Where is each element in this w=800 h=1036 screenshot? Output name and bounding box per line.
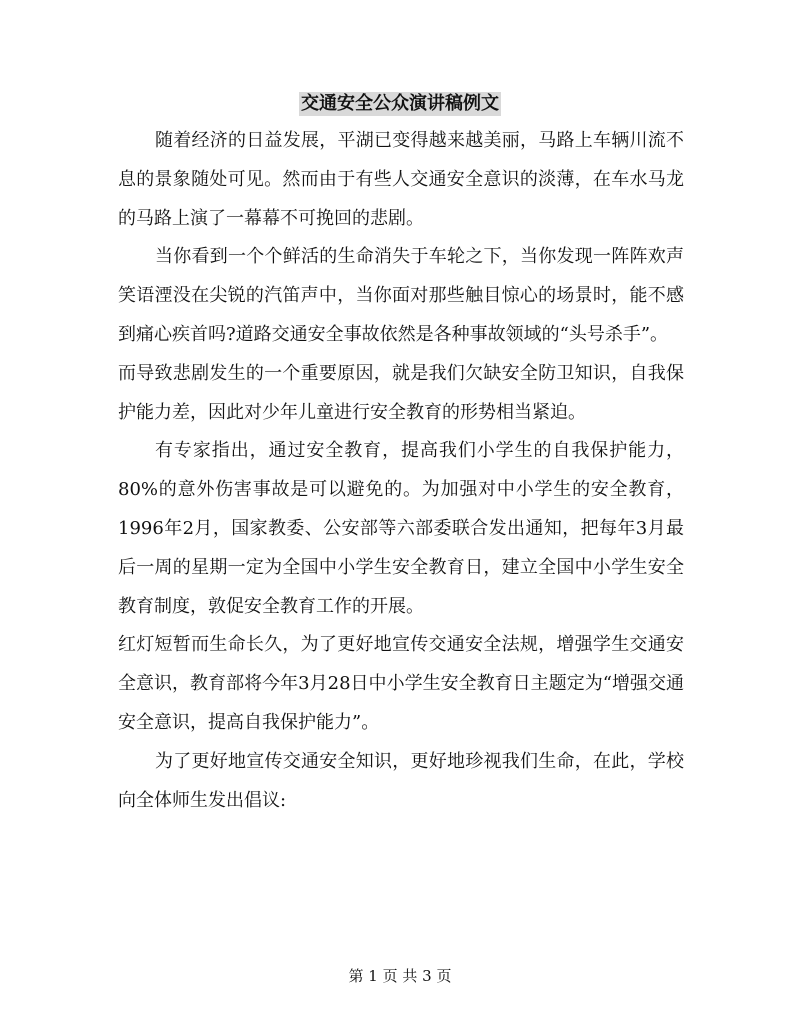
paragraph-4: 有专家指出，通过安全教育，提高我们小学生的自我保护能力，80%的意外伤害事故是可以避免的。为加强对中小学生的安全教育，1996年2月，国家教委、公安部等六部委联合发出通知，把每年3月最后一周的星期一定为全国中小学生安全教育日，建立全国中小学生安全教育制度，敦促安全教育工作的开展。 — [118, 440, 684, 617]
document-body — [118, 122, 684, 820]
page-title: 交通安全公众演讲稿例文 — [301, 93, 499, 114]
page-number-label: 第 1 页 共 3 页 — [348, 967, 452, 985]
paragraph-3: 而导致悲剧发生的一个重要原因，就是我们欠缺安全防卫知识，自我保护能力差，因此对少年儿童进行安全教育的形势相当紧迫。 — [118, 362, 684, 423]
title-container — [0, 92, 800, 116]
paragraph-6: 为了更好地宣传交通安全知识，更好地珍视我们生命，在此，学校向全体师生发出倡议: — [118, 750, 684, 811]
page-footer — [0, 966, 800, 986]
paragraph-2: 当你看到一个个鲜活的生命消失于车轮之下，当你发现一阵阵欢声笑语湮没在尖锐的汽笛声中，当你面对那些触目惊心的场景时，能不感到痛心疾首吗?道路交通安全事故依然是各种事故领域的“头号杀手”。 — [118, 246, 684, 345]
paragraph-1: 随着经济的日益发展，平湖已变得越来越美丽，马路上车辆川流不息的景象随处可见。然而由于有些人交通安全意识的淡薄，在车水马龙的马路上演了一幕幕不可挽回的悲剧。 — [118, 130, 684, 229]
paragraph-5: 红灯短暂而生命长久，为了更好地宣传交通安全法规，增强学生交通安全意识，教育部将今年3月28日中小学生安全教育日主题定为“增强交通安全意识，提高自我保护能力”。 — [118, 634, 684, 733]
